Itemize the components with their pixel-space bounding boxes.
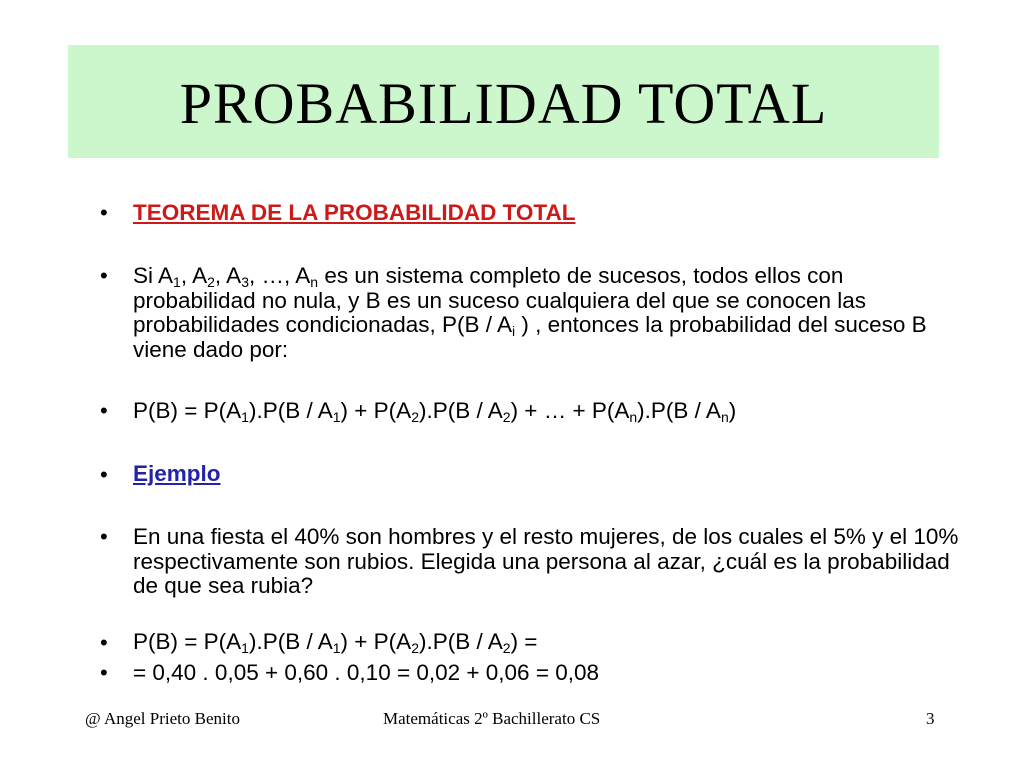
bullet-marker: • [100, 462, 108, 487]
slide-title: PROBABILIDAD TOTAL [179, 71, 828, 136]
formula-text: ).P(B / A [418, 629, 503, 654]
footer-course: Matemáticas 2º Bachillerato CS [383, 709, 601, 728]
bullet-marker: • [100, 660, 108, 685]
subscript: 1 [241, 409, 249, 425]
theorem-text: Si A [133, 263, 174, 288]
subscript: 2 [207, 274, 215, 290]
formula-text: ) + … + P(A [510, 398, 630, 423]
formula-text: ).P(B / A [418, 398, 503, 423]
subscript: i [512, 323, 516, 339]
subscript: 1 [332, 409, 341, 425]
formula-text: ) + P(A [340, 398, 412, 423]
subscript: 3 [241, 274, 249, 290]
subscript: n [720, 409, 729, 425]
subscript: n [629, 409, 638, 425]
applied-formula [133, 630, 963, 655]
formula-text: ) [728, 398, 737, 423]
subscript: 1 [332, 640, 341, 656]
theorem-text: es un sistema completo de sucesos, todos ellos con probabilidad no nula, y B es un suceso cualquiera del que se conocen las probabilidades condicionadas, P(B / A [133, 263, 866, 337]
subscript: n [310, 274, 319, 290]
bullet-marker: • [100, 524, 108, 549]
subscript: 2 [411, 640, 419, 656]
theorem-heading-text: TEOREMA DE LA PROBABILIDAD TOTAL [133, 200, 576, 225]
formula-text: ) + P(A [340, 629, 412, 654]
formula-text: ).P(B / A [248, 629, 333, 654]
theorem-text: , A [180, 263, 208, 288]
calculation: = 0,40 . 0,05 + 0,60 . 0,10 = 0,02 + 0,06 = 0,08 [133, 660, 600, 685]
theorem-heading [133, 201, 963, 226]
footer-author: @ Angel Prieto Benito [85, 709, 240, 728]
example-heading [133, 462, 963, 487]
theorem-text: , A [214, 263, 242, 288]
subscript: 1 [173, 274, 181, 290]
bullet-marker: • [100, 263, 108, 288]
theorem-text: ) , entonces la probabilidad del suceso B viene dado por: [133, 312, 927, 362]
subscript: 2 [502, 640, 511, 656]
bullet-marker: • [100, 398, 108, 423]
total-probability-formula [133, 399, 963, 424]
subscript: 2 [411, 409, 419, 425]
formula-text: ) = [510, 629, 538, 654]
title-box [68, 45, 939, 158]
formula-text: P(B) = P(A [133, 629, 242, 654]
theorem-statement [133, 264, 963, 362]
bullet-marker: • [100, 630, 108, 655]
example-problem: En una fiesta el 40% son hombres y el resto mujeres, de los cuales el 5% y el 10% respectivamente son rubios. Elegida una persona al azar, ¿cuál es la probabilidad de que sea rubia? [133, 524, 959, 598]
bullet-marker: • [100, 200, 108, 225]
example-link[interactable]: Ejemplo [133, 461, 221, 486]
theorem-text: , …, A [248, 263, 311, 288]
subscript: 1 [241, 640, 249, 656]
formula-text: ).P(B / A [637, 398, 721, 423]
formula-text: P(B) = P(A [133, 398, 242, 423]
footer-page-number: 3 [926, 709, 935, 728]
formula-text: ).P(B / A [248, 398, 333, 423]
subscript: 2 [502, 409, 511, 425]
